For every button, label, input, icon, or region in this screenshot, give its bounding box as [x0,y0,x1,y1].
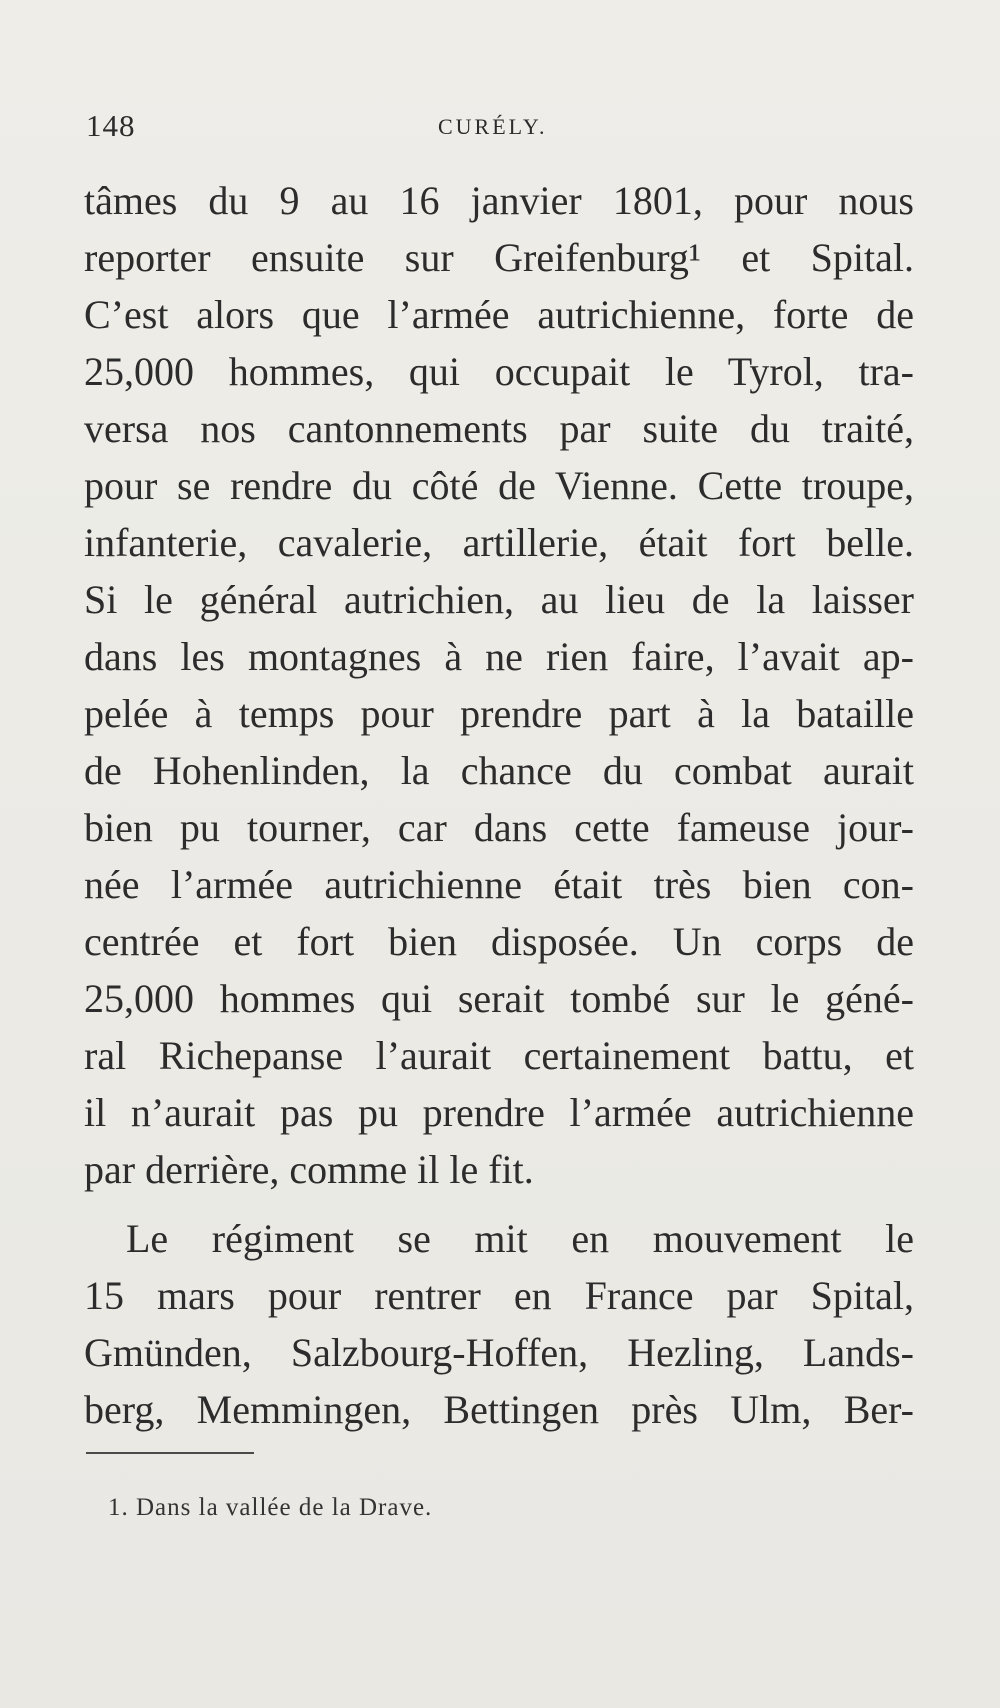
text-line: née l’armée autrichienne était très bien con- [84,862,914,907]
text-line: reporter ensuite sur Greifenburg¹ et Spital. [84,235,914,280]
text-line: il n’aurait pas pu prendre l’armée autrichienne [84,1090,914,1135]
paragraph-gap [84,1198,914,1210]
text-line: versa nos cantonnements par suite du traité, [84,406,914,451]
paragraph-1 [84,172,914,1198]
paragraph-2 [84,1210,914,1438]
text-line: tâmes du 9 au 16 janvier 1801, pour nous [84,178,914,223]
text-line: bien pu tourner, car dans cette fameuse jour- [84,805,914,850]
text-line: infanterie, cavalerie, artillerie, était fort belle. [84,520,914,565]
text-line: dans les montagnes à ne rien faire, l’avait ap- [84,634,914,679]
text-line: 25,000 hommes, qui occupait le Tyrol, tra- [84,349,914,394]
text-line: de Hohenlinden, la chance du combat aurait [84,748,914,793]
text-line: Si le général autrichien, au lieu de la laisser [84,577,914,622]
text-line: C’est alors que l’armée autrichienne, forte de [84,292,914,337]
text-line: par derrière, comme il le fit. [84,1147,534,1192]
running-head [86,108,916,148]
page-number: 148 [86,108,136,143]
text-line: ral Richepanse l’aurait certainement battu, et [84,1033,914,1078]
text-line: 15 mars pour rentrer en France par Spital, [84,1273,914,1318]
text-line: pour se rendre du côté de Vienne. Cette troupe, [84,463,914,508]
body-text [84,172,914,1438]
text-line: Gmünden, Salzbourg-Hoffen, Hezling, Lands- [84,1330,914,1375]
text-line: pelée à temps pour prendre part à la bataille [84,691,914,736]
text-line: 25,000 hommes qui serait tombé sur le géné- [84,976,914,1021]
text-line: berg, Memmingen, Bettingen près Ulm, Ber- [84,1387,914,1432]
text-line: centrée et fort bien disposée. Un corps de [84,919,914,964]
running-title: CURÉLY. [438,114,548,139]
footnote-rule [86,1452,254,1454]
footnote: 1. Dans la vallée de la Drave. [108,1494,433,1521]
text-line: Le régiment se mit en mouvement le [126,1216,914,1261]
